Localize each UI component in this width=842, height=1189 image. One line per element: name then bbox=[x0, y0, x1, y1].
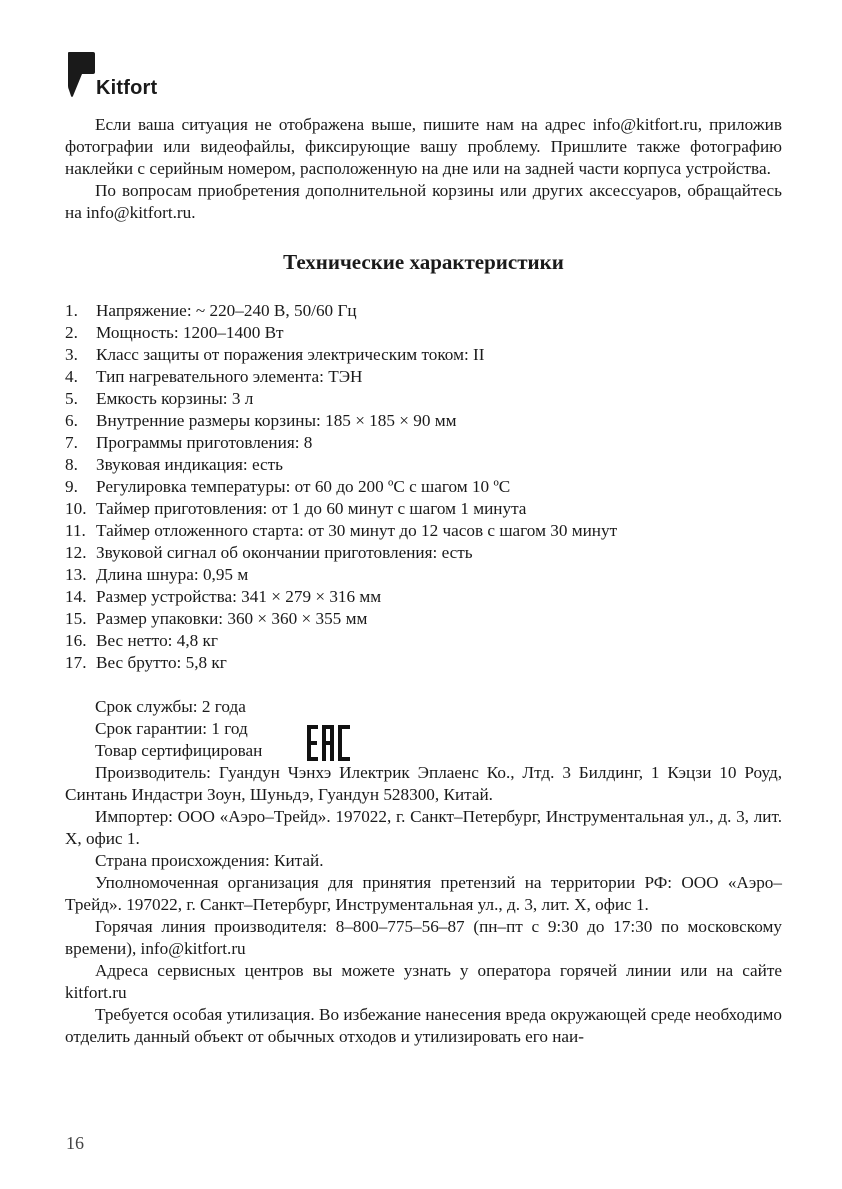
disposal-info: Требуется особая утилизация. Во избежание нанесения вреда окружающей среде необходимо отделить данный объект от обычных отходов и утилизировать его наи- bbox=[65, 1005, 782, 1046]
spec-text: Вес нетто: 4,8 кг bbox=[96, 631, 218, 650]
page-content bbox=[65, 114, 782, 1048]
spec-text: Емкость корзины: 3 л bbox=[96, 389, 254, 408]
certified-text: Товар сертифицирован bbox=[95, 741, 263, 760]
intro-paragraph-1: Если ваша ситуация не отображена выше, пишите нам на адрес info@kitfort.ru, приложив фотографии или видеофайлы, фиксирующие вашу проблему. Пришлите также фотографию наклейки с серийным номером, расположенную на дне или на задней части корпуса устройства. bbox=[65, 115, 782, 178]
spec-number: 10. bbox=[65, 499, 87, 518]
spec-text: Мощность: 1200–1400 Вт bbox=[96, 323, 284, 342]
spec-number: 8. bbox=[65, 455, 78, 474]
spec-number: 15. bbox=[65, 609, 87, 628]
spec-text: Регулировка температуры: от 60 до 200 ºC с шагом 10 ºC bbox=[96, 477, 511, 496]
certification-row bbox=[65, 740, 782, 762]
spec-number: 5. bbox=[65, 389, 78, 408]
spec-text: Звуковая индикация: есть bbox=[96, 455, 283, 474]
spec-item bbox=[65, 608, 782, 630]
warranty-period: Срок гарантии: 1 год bbox=[95, 719, 248, 738]
service-life: Срок службы: 2 года bbox=[95, 697, 246, 716]
spec-number: 9. bbox=[65, 477, 78, 496]
spec-text: Таймер отложенного старта: от 30 минут до 12 часов с шагом 30 минут bbox=[96, 521, 618, 540]
spec-item bbox=[65, 586, 782, 608]
spec-item bbox=[65, 652, 782, 674]
page-number: 16 bbox=[66, 1133, 84, 1153]
spec-text: Класс защиты от поражения электрическим током: II bbox=[96, 345, 485, 364]
spec-item bbox=[65, 388, 782, 410]
spec-text: Таймер приготовления: от 1 до 60 минут с шагом 1 минута bbox=[96, 499, 527, 518]
spec-text: Длина шнура: 0,95 м bbox=[96, 565, 249, 584]
spec-item bbox=[65, 542, 782, 564]
manufacturer-info: Производитель: Гуандун Чэнхэ Илектрик Эплаенс Ко., Лтд. 3 Билдинг, 1 Кэцзи 10 Роуд, Синтань Индастри Зоун, Шуньдэ, Гуандун 528300, Китай. bbox=[65, 763, 782, 804]
specs-list bbox=[65, 300, 782, 674]
spec-text: Звуковой сигнал об окончании приготовления: есть bbox=[96, 543, 473, 562]
spec-item bbox=[65, 366, 782, 388]
spec-item bbox=[65, 344, 782, 366]
importer-info: Импортер: ООО «Аэро–Трейд». 197022, г. Санкт–Петербург, Инструментальная ул., д. 3, лит. Х, офис 1. bbox=[65, 807, 782, 848]
authorized-organization: Уполномоченная организация для принятия претензий на территории РФ: ООО «Аэро–Трейд». 197022, г. Санкт–Петербург, Инструментальная ул., д. 3, лит. Х, офис 1. bbox=[65, 873, 782, 914]
spec-number: 7. bbox=[65, 433, 78, 452]
spec-text: Размер упаковки: 360 × 360 × 355 мм bbox=[96, 609, 368, 628]
hotline-info: Горячая линия производителя: 8–800–775–56–87 (пн–пт с 9:30 до 17:30 по московскому времени), info@kitfort.ru bbox=[65, 917, 782, 958]
spec-text: Вес брутто: 5,8 кг bbox=[96, 653, 227, 672]
spec-number: 6. bbox=[65, 411, 78, 430]
spec-item bbox=[65, 630, 782, 652]
spec-number: 14. bbox=[65, 587, 87, 606]
eac-mark-icon bbox=[307, 725, 351, 761]
service-centers-info: Адреса сервисных центров вы можете узнать у оператора горячей линии или на сайте kitfort.ru bbox=[65, 961, 782, 1002]
spec-text: Внутренние размеры корзины: 185 × 185 × 90 мм bbox=[96, 411, 457, 430]
spec-item bbox=[65, 498, 782, 520]
spec-number: 3. bbox=[65, 345, 78, 364]
spec-item bbox=[65, 322, 782, 344]
spec-number: 17. bbox=[65, 653, 87, 672]
spec-number: 11. bbox=[65, 521, 86, 540]
spec-text: Напряжение: ~ 220–240 В, 50/60 Гц bbox=[96, 301, 357, 320]
spec-text: Размер устройства: 341 × 279 × 316 мм bbox=[96, 587, 382, 606]
brand-name: Kitfort bbox=[96, 77, 158, 99]
spec-number: 13. bbox=[65, 565, 87, 584]
country-of-origin: Страна происхождения: Китай. bbox=[95, 851, 324, 870]
spec-item bbox=[65, 454, 782, 476]
spec-item bbox=[65, 520, 782, 542]
spec-item bbox=[65, 300, 782, 322]
spec-number: 16. bbox=[65, 631, 87, 650]
product-info bbox=[65, 696, 782, 1048]
spec-number: 4. bbox=[65, 367, 78, 386]
spec-text: Программы приготовления: 8 bbox=[96, 433, 313, 452]
spec-text: Тип нагревательного элемента: ТЭН bbox=[96, 367, 363, 386]
intro-paragraph-2: По вопросам приобретения дополнительной корзины или других аксессуаров, обращайтесь на info@kitfort.ru. bbox=[65, 181, 782, 222]
spec-item bbox=[65, 410, 782, 432]
spec-number: 12. bbox=[65, 543, 87, 562]
spec-item bbox=[65, 432, 782, 454]
spec-number: 2. bbox=[65, 323, 78, 342]
brand-logo bbox=[66, 50, 176, 100]
spec-item bbox=[65, 476, 782, 498]
spec-number: 1. bbox=[65, 301, 78, 320]
kitfort-logo-icon bbox=[66, 50, 96, 98]
specs-heading: Технические характеристики bbox=[283, 250, 564, 274]
spec-item bbox=[65, 564, 782, 586]
